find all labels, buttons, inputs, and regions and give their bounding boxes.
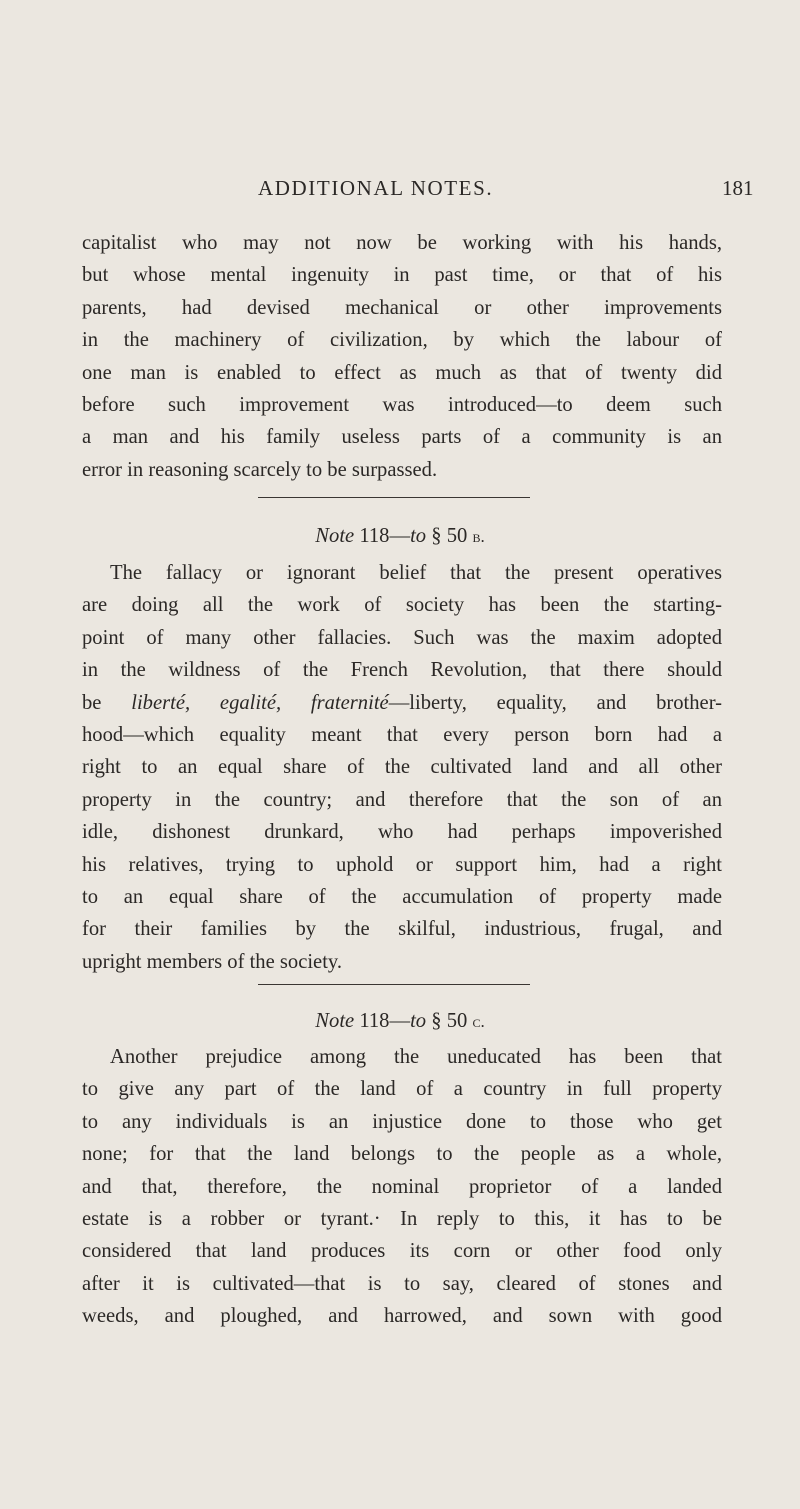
text-line: are doing all the work of society has been the starting- [82,594,722,617]
text-line: parents, had devised mechanical or other improvements [82,296,722,319]
section-divider [258,497,530,498]
italic-phrase: liberté, egalité, fraternité [131,691,389,714]
text-line: before such improvement was introduced—to deem such [82,394,722,417]
text-line: his relatives, trying to uphold or support him, had a right [82,853,722,876]
text-fragment: be [82,691,102,714]
heading-letter: b. [472,527,485,546]
text-line: hood—which equality meant that every person born had a [82,724,722,747]
text-line: to an equal share of the accumulation of property made [82,886,722,909]
text-line: none; for that the land belongs to the people as a whole, [82,1143,722,1166]
heading-to-word: to [410,1010,427,1032]
paragraph-continuation [82,227,722,486]
heading-number: 118— [354,525,411,547]
text-line: right to an equal share of the cultivated land and all other [82,756,722,779]
heading-letter: c. [472,1012,485,1031]
note-b-paragraph [82,557,722,978]
text-line: upright members of the society. [82,950,343,973]
text-line: a man and his family useless parts of a community is an [82,426,722,449]
text-line: estate is a robber or tyrant.· In reply to this, it has to be [82,1208,722,1231]
text-line: idle, dishonest drunkard, who had perhaps impoverished [82,821,722,844]
text-line: in the wildness of the French Revolution, that there should [82,659,722,682]
text-line: one man is enabled to effect as much as that of twenty did [82,361,722,384]
text-line: for their families by the skilful, industrious, frugal, and [82,918,722,941]
text-line: error in reasoning scarcely to be surpassed. [82,458,438,481]
text-line: but whose mental ingenuity in past time, or that of his [82,264,722,287]
running-head [0,176,800,206]
heading-number: 118— [354,1010,411,1032]
text-line: capitalist who may not now be working with his hands, [82,232,722,254]
note-heading-b [0,525,800,548]
text-line: to give any part of the land of a country in full property [82,1078,722,1101]
heading-section: § 50 [426,525,473,547]
text-fragment: —liberty, equality, and brother- [388,691,722,714]
heading-to-word: to [410,525,427,547]
text-line: considered that land produces its corn or other food only [82,1240,722,1263]
text-line: in the machinery of civilization, by which the labour of [82,329,722,352]
text-line: after it is cultivated—that is to say, cleared of stones and [82,1272,722,1295]
text-line: and that, therefore, the nominal proprietor of a landed [82,1175,722,1198]
section-divider [258,984,530,985]
heading-note-word: Note [315,525,355,547]
text-line: weeds, and ploughed, and harrowed, and sown with good [82,1305,722,1328]
heading-note-word: Note [315,1010,355,1032]
text-line: The fallacy or ignorant belief that the present operatives [110,562,722,584]
heading-section: § 50 [426,1010,473,1032]
text-line: Another prejudice among the uneducated has been that [110,1046,722,1068]
note-heading-c [0,1010,800,1033]
running-title: ADDITIONAL NOTES. [258,176,494,200]
note-c-paragraph [82,1041,722,1333]
text-line [82,687,722,719]
text-line: point of many other fallacies. Such was the maxim adopted [82,626,722,649]
page-number: 181 [722,176,754,200]
text-line: to any individuals is an injustice done to those who get [82,1110,722,1133]
text-line: property in the country; and therefore that the son of an [82,788,722,811]
